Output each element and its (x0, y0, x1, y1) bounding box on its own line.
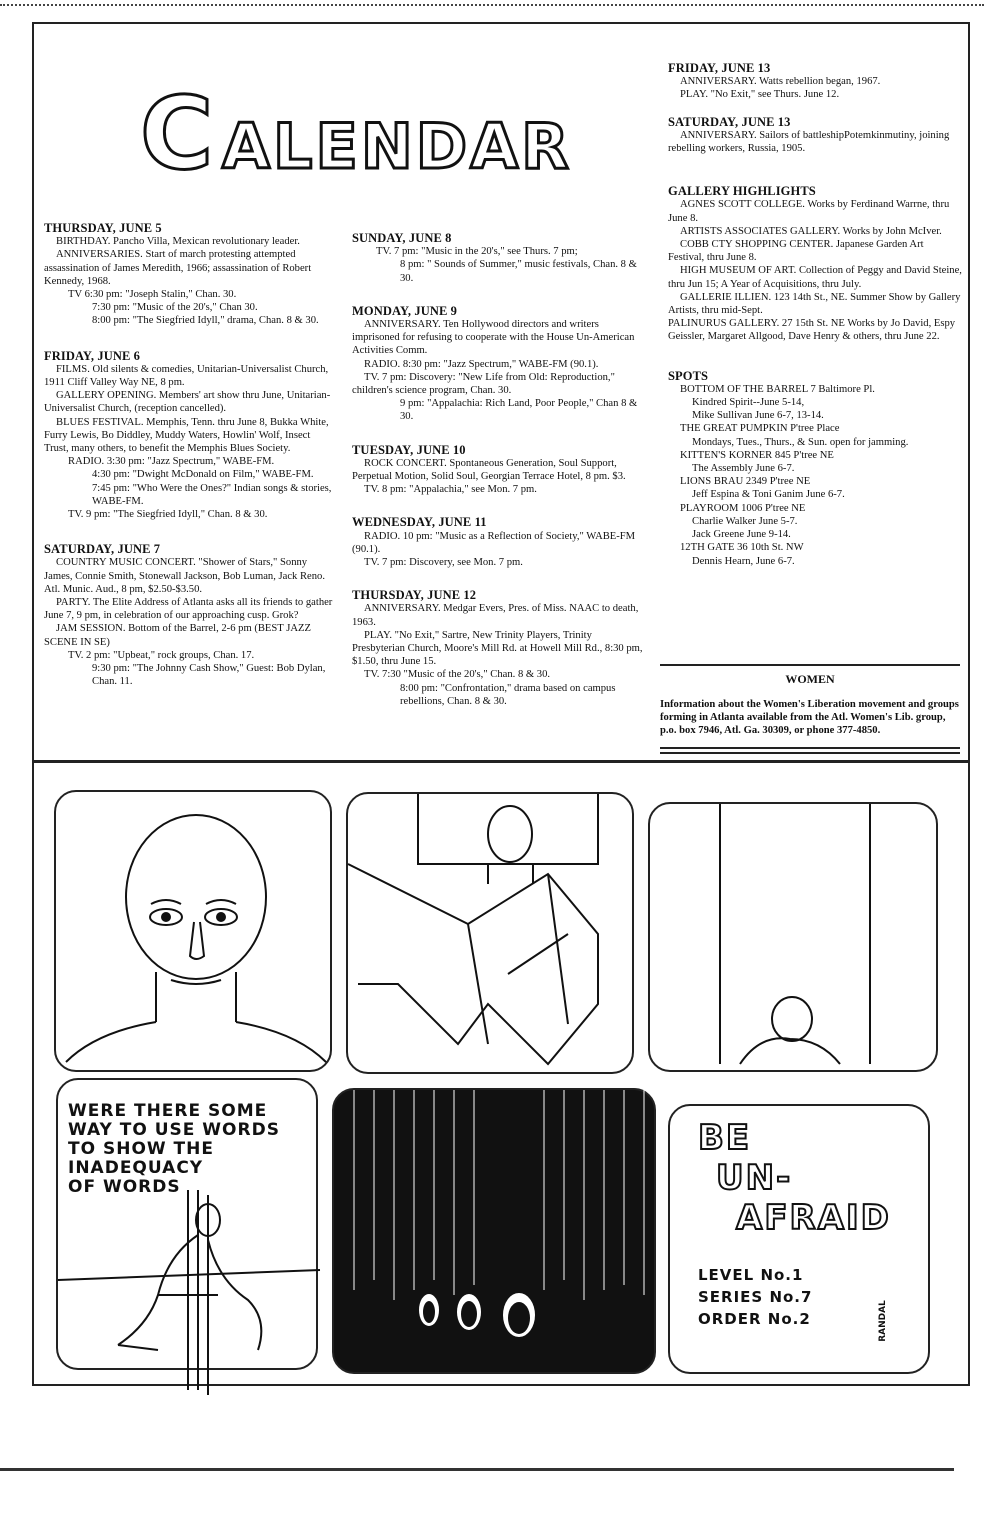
day-heading: SATURDAY, JUNE 13 (668, 114, 791, 129)
day-heading: TUESDAY, JUNE 10 (352, 442, 466, 457)
day-thursday-5 (44, 222, 334, 328)
artist-signature: RANDAL (877, 1300, 888, 1342)
women-heading: WOMEN (785, 672, 835, 686)
top-rule (0, 4, 984, 6)
section-heading: SPOTS (668, 368, 709, 383)
spots-section (668, 370, 962, 568)
event-line: 7:45 pm: "Who Were the Ones?" Indian songs & stories, WABE-FM. (92, 482, 332, 507)
event-line: BLUES FESTIVAL. Memphis, Tenn. thru June 8, Bukka White, Furry Lewis, Bo Diddley, Muddy Waters, Howlin' Wolf, Insect Trust, many others, to benefit the Memphis Blues Society. (44, 416, 329, 455)
section-divider (32, 760, 970, 763)
dark-stripes-drawing (334, 1090, 658, 1376)
gallery-highlights (668, 185, 962, 343)
event-line: TV. 9 pm: "The Siegfried Idyll," Chan. 8 & 30. (68, 509, 268, 521)
event-line: 8:00 pm: "The Siegfried Idyll," drama, Chan. 8 & 30. (92, 315, 319, 327)
small-figure-drawing (650, 804, 940, 1074)
event-line: PLAY. "No Exit," Sartre, New Trinity Players, Trinity Presbyterian Church, Moore's Mill Rd. at Howell Mill Rd., 8:30 pm, $1.50, thru June 15. (352, 629, 643, 668)
event-line: PLAY. "No Exit," see Thurs. June 12. (680, 89, 840, 101)
event-line: FILMS. Old silents & comedies, Unitarian-Universalist Church, 1911 Cliff Valley Way NE, 8 pm. (44, 363, 329, 389)
event-line: RADIO. 8:30 pm: "Jazz Spectrum," WABE-FM (90.1). (364, 358, 599, 370)
event-line: TV. 2 pm: "Upbeat," rock groups, Chan. 17. (68, 649, 255, 661)
event-line: RADIO. 3:30 pm: "Jazz Spectrum," WABE-FM. (68, 456, 275, 468)
spot-act: Kindred Spirit--June 5-14, (692, 397, 805, 409)
spot-act: Dennis Hearn, June 6-7. (692, 555, 795, 567)
comic-panel-2 (346, 792, 634, 1074)
comic-panel-5 (332, 1088, 656, 1374)
event-line: ANNIVERSARY. Medgar Evers, Pres. of Miss. NAAC to death, 1963. (352, 603, 639, 628)
gallery-line: PALINURUS GALLERY. 27 15th St. NE Works by Jo David, Espy Geissler, Margaret Allgood, Dave Henry & others, thru June 22. (668, 318, 956, 343)
spot-venue: LIONS BRAU 2349 P'tree NE (680, 476, 811, 488)
gallery-line: COBB CTY SHOPPING CENTER. Japanese Garden Art Festival, thru June 8. (668, 239, 924, 264)
event-line: PARTY. The Elite Address of Atlanta asks all its friends to gather June 7, 9 pm, in celebration of our approaching cusp. Grok? (44, 597, 333, 622)
day-sunday-8 (352, 232, 644, 285)
title-text: ALENDAR (222, 110, 572, 183)
day-heading: FRIDAY, JUNE 13 (668, 61, 771, 75)
level-line: SERIES No.7 (698, 1288, 813, 1306)
day-heading: THURSDAY, JUNE 5 (44, 221, 162, 235)
caption-line: WERE THERE SOME (68, 1101, 268, 1121)
event-line: ANNIVERSARY. Watts rebellion began, 1967. (680, 76, 881, 88)
event-line: 7:30 pm: "Music of the 20's," Chan 30. (92, 302, 258, 314)
day-heading: WEDNESDAY, JUNE 11 (352, 515, 487, 530)
big-word: AFRAID (736, 1198, 891, 1238)
day-heading: SATURDAY, JUNE 7 (44, 542, 161, 557)
event-line: TV. 7 pm: "Music in the 20's," see Thurs. 7 pm; (376, 246, 578, 258)
spot-venue: PLAYROOM 1006 P'tree NE (680, 502, 806, 514)
divider (660, 747, 960, 749)
spot-venue: THE GREAT PUMPKIN P'tree Place (680, 423, 840, 435)
event-line: ANNIVERSARY. Sailors of battleshipPotemkinmutiny, joining rebelling workers, Russia, 1905. (668, 129, 950, 155)
face-closeup-drawing (56, 792, 334, 1074)
gallery-line: HIGH MUSEUM OF ART. Collection of Peggy and David Steine, thru Jun 15; A Year of Acquisitions, thru July. (668, 265, 962, 290)
gallery-line: ARTISTS ASSOCIATES GALLERY. Works by John McIver. (680, 225, 942, 237)
svg-text:C: C (140, 75, 216, 192)
day-saturday-7 (44, 543, 334, 688)
spot-act: Charlie Walker June 5-7. (692, 515, 798, 527)
event-line: TV. 8 pm: "Appalachia," see Mon. 7 pm. (364, 484, 537, 496)
event-line: ANNIVERSARIES. Start of march protesting attempted assassination of James Meredith, 1966; assassination of Robert Kennedy, 1968. (44, 249, 312, 287)
day-heading: FRIDAY, JUNE 6 (44, 348, 140, 363)
day-friday-6 (44, 350, 334, 522)
event-line: JAM SESSION. Bottom of the Barrel, 2-6 pm (BEST JAZZ SCENE IN SE) (44, 623, 311, 648)
day-monday-9 (352, 305, 644, 424)
event-line: TV. 7 pm: Discovery, see Mon. 7 pm. (364, 557, 523, 569)
sitting-figure-drawing (58, 1080, 320, 1372)
gallery-line: AGNES SCOTT COLLEGE. Works by Ferdinand Warrne, thru June 8. (668, 199, 950, 224)
spot-venue: KITTEN'S KORNER 845 P'tree NE (680, 449, 834, 461)
caption-line: WAY TO USE WORDS (68, 1120, 280, 1140)
event-line: COUNTRY MUSIC CONCERT. "Shower of Stars," Sonny James, Connie Smith, Stonewall Jackson, Bob Luman, Jack Reno. Atl. Munic. Aud., 8 pm, $2.50-$3.50. (44, 557, 325, 595)
spot-venue: 12TH GATE 36 10th St. NW (680, 542, 804, 554)
figure-behind-wall-drawing (348, 794, 636, 1076)
spot-venue: BOTTOM OF THE BARREL 7 Baltimore Pl. (680, 383, 875, 395)
divider (660, 664, 960, 666)
event-line: TV. 7 pm: Discovery: "New Life from Old: Reproduction," children's science program, Chan. 30. (352, 371, 615, 397)
caption-line: OF WORDS (68, 1177, 181, 1197)
day-heading: SUNDAY, JUNE 8 (352, 231, 452, 245)
comic-panel-4 (56, 1078, 318, 1370)
day-friday-13 (668, 62, 962, 102)
comic-panel-1 (54, 790, 332, 1072)
day-heading: THURSDAY, JUNE 12 (352, 588, 477, 603)
event-line: 8:00 pm: "Confrontation," drama based on campus rebellions, Chan. 8 & 30. (400, 682, 616, 707)
section-heading: GALLERY HIGHLIGHTS (668, 184, 816, 199)
spot-act: Mike Sullivan June 6-7, 13-14. (692, 410, 824, 422)
event-line: BIRTHDAY. Pancho Villa, Mexican revolutionary leader. (56, 236, 300, 248)
comic-panel-6 (668, 1104, 930, 1374)
spot-act: The Assembly June 6-7. (692, 463, 795, 475)
event-line: TV 6:30 pm: "Joseph Stalin," Chan. 30. (68, 289, 237, 301)
column-right (668, 62, 962, 584)
day-thursday-12 (352, 589, 644, 708)
level-line: ORDER No.2 (698, 1310, 811, 1328)
big-word: UN- (716, 1158, 793, 1198)
event-line: 8 pm: " Sounds of Summer," music festivals, Chan. 8 & 30. (400, 259, 637, 284)
event-line: ROCK CONCERT. Spontaneous Generation, Soul Support, Perpetual Motion, Solid Soul, Georgian Terrace Hotel, 8 pm. $3. (352, 457, 626, 483)
day-wednesday-11 (352, 516, 644, 569)
be-unafraid-text (698, 1118, 891, 1238)
spot-act: Mondays, Tues., Thurs., & Sun. open for jamming. (692, 436, 909, 448)
event-line: 9:30 pm: "The Johnny Cash Show," Guest: Bob Dylan, Chan. 11. (92, 663, 326, 688)
event-line: TV. 7:30 "Music of the 20's," Chan. 8 & 30. (364, 669, 551, 681)
level-text (698, 1264, 812, 1330)
event-line: GALLERY OPENING. Members' art show thru June, Unitarian-Universalist Church, (reception cancelled). (44, 390, 331, 415)
spot-act: Jeff Espina & Toni Ganim June 6-7. (692, 489, 845, 501)
column-left (44, 222, 334, 705)
day-tuesday-10 (352, 444, 644, 497)
comic-panel-3 (648, 802, 938, 1072)
day-saturday-13 (668, 116, 962, 156)
event-line: RADIO. 10 pm: "Music as a Reflection of Society," WABE-FM (90.1). (352, 530, 636, 555)
calendar-title (140, 60, 572, 192)
big-word: BE (698, 1118, 752, 1158)
bottom-rule (0, 1468, 954, 1471)
women-body: Information about the Women's Liberation movement and groups forming in Atlanta available from the Atl. Women's Lib. group, p.o. box 7946, Atl. Ga. 30309, or phone 377-4850. (660, 698, 959, 736)
women-section (660, 664, 960, 757)
gallery-line: GALLERIE ILLIEN. 123 14th St., NE. Summer Show by Gallery Artists, thru mid-Sept. (668, 291, 961, 317)
level-line: LEVEL No.1 (698, 1266, 804, 1284)
calendar-title-lettering (140, 60, 572, 192)
column-middle (352, 232, 644, 724)
divider (660, 752, 960, 754)
event-line: 4:30 pm: "Dwight McDonald on Film," WABE-FM. (92, 469, 314, 481)
event-line: 9 pm: "Appalachia: Rich Land, Poor People," Chan 8 & 30. (400, 398, 638, 423)
day-heading: MONDAY, JUNE 9 (352, 303, 458, 318)
spot-act: Jack Greene June 9-14. (692, 529, 791, 541)
caption-line: TO SHOW THE INADEQUACY (68, 1139, 214, 1178)
event-line: ANNIVERSARY. Ten Hollywood directors and writers imprisoned for refusing to cooperate with the House Un-American Activities Comm. (352, 319, 635, 357)
